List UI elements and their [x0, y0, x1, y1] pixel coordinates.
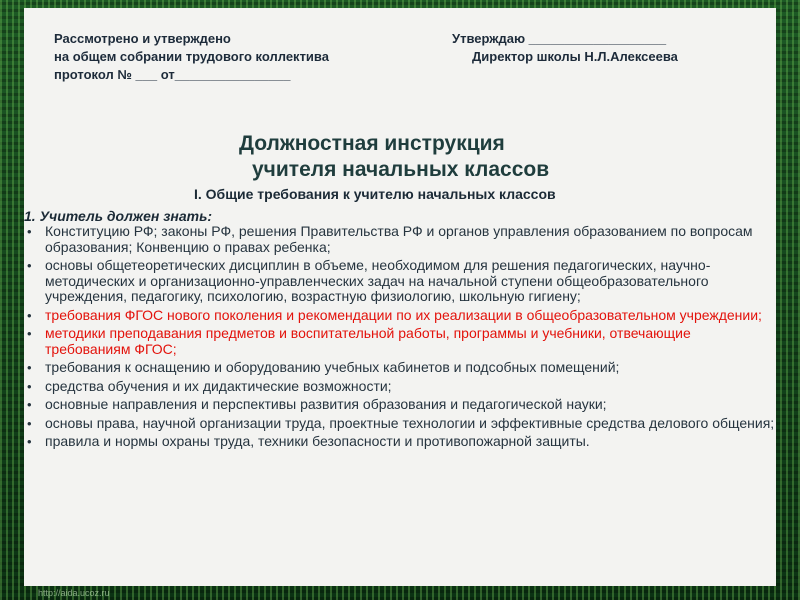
approval-left-line-2: на общем собрании трудового коллектива [54, 49, 329, 64]
list-item [24, 308, 776, 324]
bullet-icon: • [27, 307, 32, 323]
list-item-text: правила и нормы охраны труда, техники безопасности и противопожарной защиты. [45, 433, 590, 449]
list-item [24, 360, 776, 376]
approval-right [452, 30, 678, 66]
bullet-icon: • [27, 378, 32, 394]
bullet-icon: • [27, 326, 32, 341]
bullet-icon: • [27, 415, 32, 431]
list-item [24, 258, 776, 305]
section-title: I. Общие требования к учителю начальных классов [194, 186, 556, 202]
list-item-text: требования к оснащению и оборудованию учебных кабинетов и подсобных помещений; [45, 359, 620, 375]
list-item-text: основы общетеоретических дисциплин в объеме, необходимом для решения педагогических, научно-методических и организационно-управленческих задач на начальной ступени общеобразовательного учреждения, педагогику, психологию, возрастную физиологию, школьную гигиену; [45, 257, 711, 304]
approval-right-line-2: Директор школы Н.Л.Алексеева [472, 49, 678, 64]
approval-left-line-1: Рассмотрено и утверждено [54, 31, 231, 46]
title-line-1: Должностная инструкция [239, 132, 505, 155]
list-item-text: Конституцию РФ; законы РФ, решения Правительства РФ и органов управления образованием по вопросам образования; Конвенцию о правах ребенка; [45, 223, 753, 255]
title-line-2: учителя начальных классов [252, 158, 550, 181]
subhead: 1. Учитель должен знать: [24, 208, 213, 224]
bullet-icon: • [27, 360, 32, 375]
list-item [24, 326, 776, 357]
list-item [24, 224, 776, 255]
list-item [24, 416, 776, 432]
list-item-text: методики преподавания предметов и воспитательной работы, программы и учебники, отвечающие требованиям ФГОС; [45, 325, 691, 357]
list-item-text: основы права, научной организации труда, проектные технологии и эффективные средства делового общения; [45, 414, 775, 431]
approval-left [54, 30, 329, 84]
list-item-text: требования ФГОС нового поколения и рекомендации по их реализации в общеобразовательном учреждении; [45, 306, 762, 323]
list-item-text: средства обучения и их дидактические возможности; [45, 377, 392, 394]
bullet-icon: • [27, 434, 32, 449]
approval-right-line-1: Утверждаю ___________________ [452, 31, 667, 46]
approval-left-line-3: протокол № ___ от________________ [54, 67, 291, 82]
slide [24, 8, 776, 586]
watermark-url: http://aida.ucoz.ru [38, 588, 110, 598]
bullet-icon: • [27, 397, 32, 412]
list-item [24, 397, 776, 413]
list-item [24, 379, 776, 395]
list-item [24, 434, 776, 450]
requirements-list [24, 224, 776, 453]
bullet-icon: • [27, 224, 32, 239]
list-item-text: основные направления и перспективы развития образования и педагогической науки; [45, 396, 607, 412]
bullet-icon: • [27, 258, 32, 273]
